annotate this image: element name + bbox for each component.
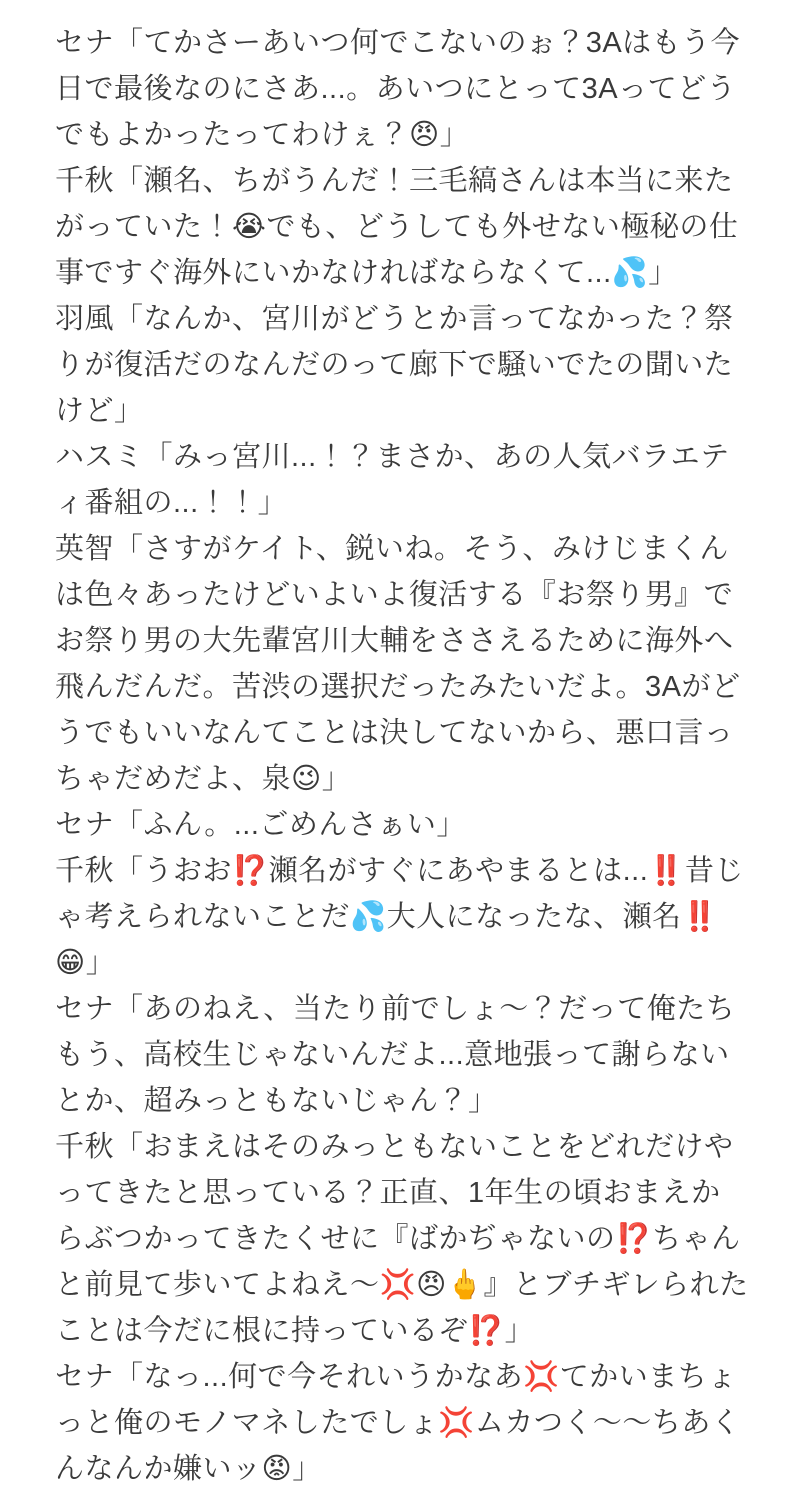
dialogue-line: 羽風「なんか、宮川がどうとか言ってなかった？祭りが復活だのなんだのって廊下で騒いでたの聞いたけど」 [55,303,734,427]
dialogue-line: 英智「さすがケイト、鋭いね。そう、みけじまくんは色々あったけどいよいよ復活する『お祭り男』でお祭り男の大先輩宮川大輔をささえるために海外へ飛んだんだ。苦渋の選択だったみたいだよ。3Aがどうでもいいなんてことは決してないから、悪口言っちゃだめだよ、泉😉」 [55,533,741,795]
dialogue-line: 千秋「うおお⁉️瀬名がすぐにあやまるとは...‼️昔じゃ考えられないことだ💦大人になったな、瀬名‼️😁」 [55,855,744,979]
dialogue-line: セナ「ふん。...ごめんさぁい」 [55,809,466,841]
dialogue-line: 千秋「瀬名、ちがうんだ！三毛縞さんは本当に来たがっていた！😭でも、どうしても外せない極秘の仕事ですぐ海外にいかなければならなくて...💦」 [55,165,739,289]
dialogue-line: ハスミ「みっ宮川...！？まさか、あの人気バラエティ番組の...！！」 [55,441,730,519]
dialogue-line: セナ「あのねえ、当たり前でしょ～？だって俺たちもう、高校生じゃないんだよ...意地張って謝らないとか、超みっともないじゃん？」 [55,993,736,1117]
dialogue-line: セナ「てかさーあいつ何でこないのぉ？3Aはもう今日で最後なのにさあ...。あいつにとって3Aってどうでもよかったってわけぇ？😠」 [55,27,741,151]
dialogue-line: セナ「なっ...何で今それいうかなあ💢てかいまちょっと俺のモノマネしたでしょ💢ムカつく～～ちあくんなんか嫌いッ😡」 [55,1361,741,1485]
dialogue-line: 千秋「おまえはそのみっともないことをどれだけやってきたと思っている？正直、1年生の頃おまえからぶつかってきたくせに『ばかぢゃないの⁉️ちゃんと前見て歩いてよねえ～💢😠🖕』とブチギレられたことは今だに根に持っているぞ⁉️」 [55,1131,749,1347]
